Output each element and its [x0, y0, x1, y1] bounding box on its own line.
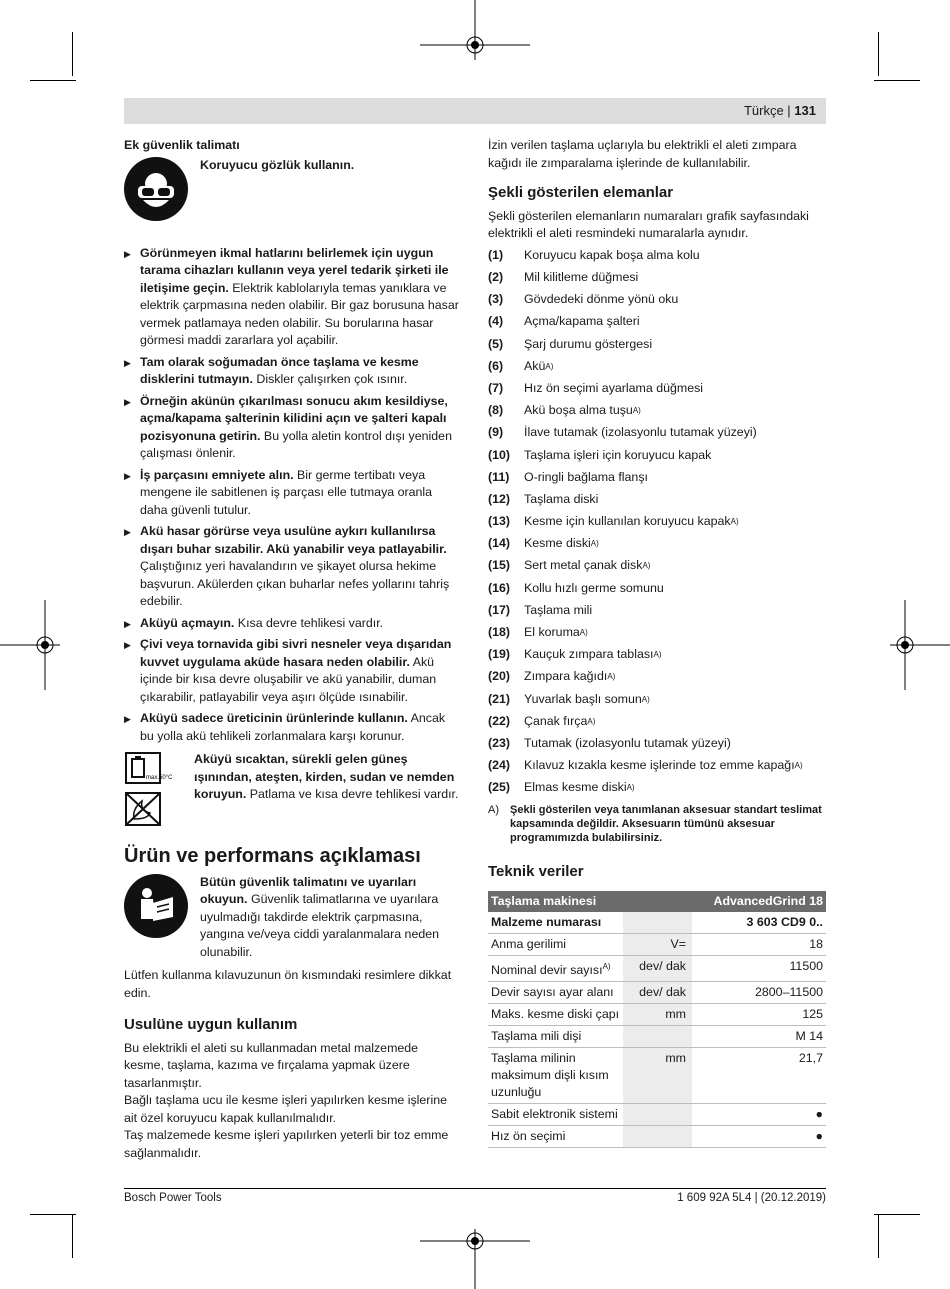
element-label: Gövdedeki dönme yönü oku: [524, 292, 679, 307]
safety-bullet: [124, 636, 461, 706]
element-number: (13): [488, 514, 511, 529]
element-label: Hız ön seçimi ayarlama düğmesi: [524, 380, 704, 395]
element-label: Kesme için kullanılan koruyucu kapak: [524, 514, 731, 529]
tech-label: Taşlama mili dişi: [491, 1028, 582, 1043]
safety-bullet: [124, 710, 461, 745]
bullet-bold: Çivi veya tornavida gibi sivri nesneler veya dışarıdan kuvvet uygulama aküde hasara neden olabilir.: [140, 637, 452, 669]
element-number: (15): [488, 558, 511, 573]
safety-bullet: [124, 393, 461, 463]
note-text: Şekli gösterilen veya tanımlanan aksesuar standart teslimat kapsamında değildir. Aksesuarın tümünü aksesuar programımızda bulabilirsiniz.: [510, 804, 822, 845]
footer-right: 1 609 92A 5L4 | (20.12.2019): [677, 1192, 826, 1204]
element-row: [488, 333, 826, 355]
battery-temperature-icon: [124, 751, 173, 785]
bullet-bold: Tam olarak soğumadan önce taşlama ve kesme disklerini tutmayın.: [140, 354, 419, 386]
element-row: [488, 422, 826, 444]
element-number: (20): [488, 669, 511, 684]
intro-text: İzin verilen taşlama uçlarıyla bu elektrikli el aleti zımpara kağıdı ile zımparalama işlerinde de kullanılabilir.: [488, 138, 797, 170]
element-label: Sert metal çanak disk: [524, 558, 643, 573]
element-label: Kesme diski: [524, 536, 591, 551]
tech-value: 18: [692, 933, 826, 955]
tech-value: ●: [692, 1125, 826, 1147]
tech-label: Devir sayısı ayar alanı: [491, 984, 614, 999]
bullet-text: Akü içinde bir kısa devre oluşabilir ve akü yanabilir, duman çıkarabilir, patlayabilir veya aşırı ölçüde ısınabilir.: [140, 654, 437, 704]
tech-label-cell: [488, 955, 623, 981]
element-number: (4): [488, 314, 504, 329]
element-label: Yuvarlak başlı somun: [524, 691, 642, 706]
element-label: Açma/kapama şalteri: [524, 314, 640, 329]
element-number: (6): [488, 358, 504, 373]
element-row: [488, 511, 826, 533]
tech-label-cell: [488, 1047, 623, 1103]
element-number: (2): [488, 270, 504, 285]
usage-p3: Taş malzemede kesme işleri yapılırken yeterli bir toz emme sağlanmalıdır.: [124, 1128, 449, 1160]
bullet-text: Bir germe tertibatı veya mengene ile sabitlenen iş parçası elle tutmaya oranla daha güvenli tutulur.: [140, 467, 433, 517]
element-number: (7): [488, 380, 504, 395]
battery-warning-bold: Aküyü sıcaktan, sürekli gelen güneş ışınından, ateşten, kirden, sudan ve nemden koruyun.: [194, 752, 455, 801]
bullet-text: Diskler çalışırken çok ısınır.: [252, 372, 408, 386]
element-footnote: A): [545, 361, 554, 371]
element-label: İlave tutamak (izolasyonlu tutamak yüzeyi): [524, 425, 757, 440]
element-footnote: A): [794, 761, 803, 771]
page-number: 131: [794, 103, 816, 118]
footer-rule: [124, 1188, 826, 1189]
element-number: (10): [488, 447, 511, 462]
section-title-safety: Ek güvenlik talimatı: [124, 138, 240, 152]
left-column: [124, 137, 461, 1162]
tech-header-row: [488, 891, 826, 912]
element-label: Elmas kesme diski: [524, 780, 627, 795]
registration-mark-bottom: [420, 1229, 530, 1289]
element-label: Kauçuk zımpara tablası: [524, 647, 654, 662]
section-title-product: Ürün ve performans açıklaması: [124, 845, 421, 867]
bullet-bold: İş parçasını emniyete alın.: [140, 467, 294, 482]
read-normal: Güvenlik talimatlarına ve uyarılara uyulmadığı takdirde elektrik çarpmasına, yangına ve/veya ciddi yaralanmalara neden olunabilir.: [200, 892, 440, 959]
element-number: (5): [488, 336, 504, 351]
safety-bullet: [124, 245, 461, 350]
tech-row: [488, 955, 826, 981]
element-row: [488, 688, 826, 710]
registration-mark-left: [0, 600, 60, 690]
tech-label: Sabit elektronik sistemi: [491, 1106, 618, 1121]
tech-header-value: AdvancedGrind 18: [692, 891, 826, 912]
element-label: Koruyucu kapak boşa alma kolu: [524, 247, 700, 262]
bullet-text: Ancak bu yolla akü tehlikeli zorlanmalara karşı korunur.: [140, 711, 446, 743]
usage-p2: Bağlı taşlama ucu ile kesme işleri yapılırken kesme işlerine ait özel koruyucu kapak kullanılmalıdır.: [124, 1093, 447, 1125]
read-bold: Bütün güvenlik talimatını ve uyarıları okuyun.: [200, 874, 417, 906]
usage-title: Usulüne uygun kullanım: [124, 1016, 298, 1033]
element-number: (11): [488, 469, 510, 484]
element-row: [488, 600, 826, 622]
element-row: [488, 311, 826, 333]
element-footnote: A): [653, 650, 662, 660]
crop-mark: [878, 1214, 879, 1258]
tech-unit: [623, 912, 692, 934]
no-fire-water-icon: [124, 791, 164, 827]
crop-mark: [72, 32, 73, 76]
tech-value: 21,7: [692, 1047, 826, 1103]
tech-label-cell: [488, 1103, 623, 1125]
tech-label: Maks. kesme diski çapı: [491, 1006, 620, 1021]
element-footnote: A): [730, 517, 739, 527]
tech-label: Anma gerilimi: [491, 936, 567, 951]
elements-title: Şekli gösterilen elemanlar: [488, 184, 674, 201]
element-row: [488, 267, 826, 289]
tech-label-cell: [488, 912, 623, 934]
element-footnote: A): [642, 561, 651, 571]
tech-unit: [623, 1125, 692, 1147]
element-row: [488, 755, 826, 777]
tech-unit: mm: [623, 1003, 692, 1025]
element-number: (8): [488, 403, 504, 418]
element-label: Taşlama işleri için koruyucu kapak: [524, 447, 712, 462]
element-footnote: A): [607, 672, 616, 682]
element-number: (9): [488, 425, 504, 440]
bullet-text: Elektrik kablolarıyla temas yanıklara ve elektrik çarpmasına neden olabilir. Bir gaz borusuna hasar vermek patlamaya neden olabilir. Su borularına hasar görmesi maddi zararlara yol açabilir.: [140, 280, 459, 347]
element-number: (19): [488, 647, 511, 662]
element-label: Taşlama diski: [524, 491, 599, 506]
tech-unit: [623, 1103, 692, 1125]
element-number: (1): [488, 247, 504, 262]
element-row: [488, 355, 826, 377]
element-row: [488, 777, 826, 799]
bullet-text: Bu yolla aletin kontrol dışı yeniden çalışması önlenir.: [140, 428, 452, 460]
element-label: Zımpara kağıdı: [524, 669, 608, 684]
element-number: (14): [488, 536, 511, 551]
tech-unit: V=: [623, 933, 692, 955]
tech-row: [488, 1125, 826, 1147]
element-number: (21): [488, 691, 511, 706]
tech-value: ●: [692, 1103, 826, 1125]
crop-mark: [72, 1214, 73, 1258]
bullet-text: Çalıştığınız yeri havalandırın ve şikayet olursa hekime başvurun. Akülerden çıkan buharlar nefes yollarını tahriş edebilir.: [140, 559, 450, 608]
tech-unit: dev/ dak: [623, 981, 692, 1003]
tech-row: [488, 1003, 826, 1025]
registration-mark-right: [890, 600, 950, 690]
element-row: [488, 245, 826, 267]
tech-label-cell: [488, 1003, 623, 1025]
header-language: Türkçe: [743, 103, 784, 118]
battery-warning-icons: [124, 751, 194, 832]
crop-mark: [878, 32, 879, 76]
element-footnote: A): [590, 539, 599, 549]
note-marker: A): [488, 804, 499, 817]
tech-value: 11500: [692, 955, 826, 981]
read-manual-icon: [124, 874, 188, 938]
element-row: [488, 733, 826, 755]
bullet-bold: Akü hasar görürse veya usulüne aykırı kullanılırsa dışarı buhar sızabilir. Akü yanabilir veya patlayabilir.: [140, 524, 447, 556]
safety-bullet: [124, 615, 461, 633]
tech-footnote: A): [602, 961, 611, 971]
element-footnote: A): [587, 716, 596, 726]
crop-mark: [30, 1214, 76, 1215]
tech-label-cell: [488, 1025, 623, 1047]
crop-mark: [874, 1214, 920, 1215]
usage-p1: Bu elektrikli el aleti su kullanmadan metal malzemede kesme, taşlama, kazıma ve fırçalama yapmak üzere tasarlanmıştır.: [124, 1040, 419, 1090]
tech-unit: [623, 1025, 692, 1047]
element-number: (16): [488, 580, 511, 595]
tech-row: [488, 912, 826, 934]
element-row: [488, 666, 826, 688]
element-label: Akü: [524, 358, 546, 373]
element-number: (25): [488, 780, 511, 795]
tech-unit: dev/ dak: [623, 955, 692, 981]
element-row: [488, 378, 826, 400]
bullet-bold: Aküyü sadece üreticinin ürünlerinde kullanın.: [140, 711, 408, 725]
element-number: (12): [488, 491, 511, 506]
tech-header-label: Taşlama makinesi: [488, 891, 692, 912]
element-label: Akü boşa alma tuşu: [524, 403, 633, 418]
tech-value: 125: [692, 1003, 826, 1025]
element-label: Şarj durumu göstergesi: [524, 336, 653, 351]
tech-value: 3 603 CD9 0..: [692, 912, 826, 934]
element-footnote: A): [632, 406, 641, 416]
elements-list: [488, 245, 826, 800]
element-footnote: A): [579, 628, 588, 638]
tech-label: Malzeme numarası: [491, 914, 602, 929]
element-number: (22): [488, 713, 511, 728]
crop-mark: [30, 80, 76, 81]
element-row: [488, 577, 826, 599]
element-row: [488, 489, 826, 511]
safety-bullet-list: [124, 245, 461, 746]
element-row: [488, 622, 826, 644]
registration-mark-top: [420, 0, 530, 60]
tech-row: [488, 981, 826, 1003]
element-label: Kollu hızlı germe somunu: [524, 580, 664, 595]
bullet-bold: Görünmeyen ikmal hatlarını belirlemek için uygun tarama cihazları kullanın veya yerel tedarik şirketi ile iletişime geçin.: [140, 245, 449, 295]
tech-row: [488, 933, 826, 955]
tech-label: Hız ön seçimi: [491, 1128, 566, 1143]
footer-left: Bosch Power Tools: [124, 1192, 222, 1204]
element-row: [488, 555, 826, 577]
tech-label-cell: [488, 1125, 623, 1147]
element-label: Çanak fırça: [524, 713, 588, 728]
tech-label: Taşlama milinin maksimum dişli kısım uzunluğu: [491, 1050, 609, 1099]
tech-row: [488, 1103, 826, 1125]
goggles-icon: [124, 157, 188, 221]
tech-label-cell: [488, 933, 623, 955]
element-label: Kılavuz kızakla kesme işlerinde toz emme kapağı: [524, 758, 795, 773]
element-number: (3): [488, 292, 504, 307]
tech-value: 2800–11500: [692, 981, 826, 1003]
tech-table: [488, 891, 826, 1148]
tech-label-cell: [488, 981, 623, 1003]
element-footnote: A): [626, 783, 635, 793]
element-label: O-ringli bağlama flanşı: [524, 469, 648, 484]
crop-mark: [874, 80, 920, 81]
tech-row: [488, 1047, 826, 1103]
read-para: Lütfen kullanma kılavuzunun ön kısmındaki resimlere dikkat edin.: [124, 968, 452, 1000]
accessory-note: [488, 803, 826, 845]
element-row: [488, 533, 826, 555]
element-number: (17): [488, 602, 511, 617]
tech-value: M 14: [692, 1025, 826, 1047]
bullet-bold: Örneğin akünün çıkarılması sonucu akım kesildiyse, açma/kapama şalterinin kilidini açın ve şalteri kapalı pozisyonuna getirin.: [140, 393, 448, 443]
element-row: [488, 710, 826, 732]
battery-icon-label: max.50°C: [146, 775, 173, 781]
element-number: (24): [488, 758, 511, 773]
element-row: [488, 466, 826, 488]
safety-bullet: [124, 354, 461, 389]
bullet-text: Kısa devre tehlikesi vardır.: [234, 615, 384, 630]
safety-bullet: [124, 467, 461, 520]
tech-row: [488, 1025, 826, 1047]
right-column: [488, 137, 826, 1148]
element-label: El koruma: [524, 625, 580, 640]
goggles-caption: Koruyucu gözlük kullanın.: [200, 157, 355, 172]
tech-label: Nominal devir sayısı: [491, 962, 603, 977]
element-row: [488, 400, 826, 422]
tech-title: Teknik veriler: [488, 863, 584, 881]
element-row: [488, 444, 826, 466]
element-label: Tutamak (izolasyonlu tutamak yüzeyi): [524, 735, 731, 750]
element-label: Mil kilitleme düğmesi: [524, 270, 639, 285]
element-footnote: A): [641, 694, 650, 704]
safety-bullet: [124, 523, 461, 611]
element-row: [488, 289, 826, 311]
tech-unit: mm: [623, 1047, 692, 1103]
element-number: (18): [488, 625, 511, 640]
bullet-bold: Aküyü açmayın.: [140, 615, 235, 630]
page-header: [124, 98, 826, 124]
element-label: Taşlama mili: [524, 602, 593, 617]
header-text: Türkçe | 131: [743, 103, 816, 118]
battery-warning-normal: Patlama ve kısa devre tehlikesi vardır.: [246, 787, 459, 801]
element-row: [488, 644, 826, 666]
element-number: (23): [488, 735, 511, 750]
elements-intro: Şekli gösterilen elemanların numaraları grafik sayfasındaki elektrikli el aleti resmindeki numaralarla aynıdır.: [488, 208, 809, 240]
battery-warning-text: [194, 751, 461, 832]
read-instructions-text: [200, 874, 461, 962]
